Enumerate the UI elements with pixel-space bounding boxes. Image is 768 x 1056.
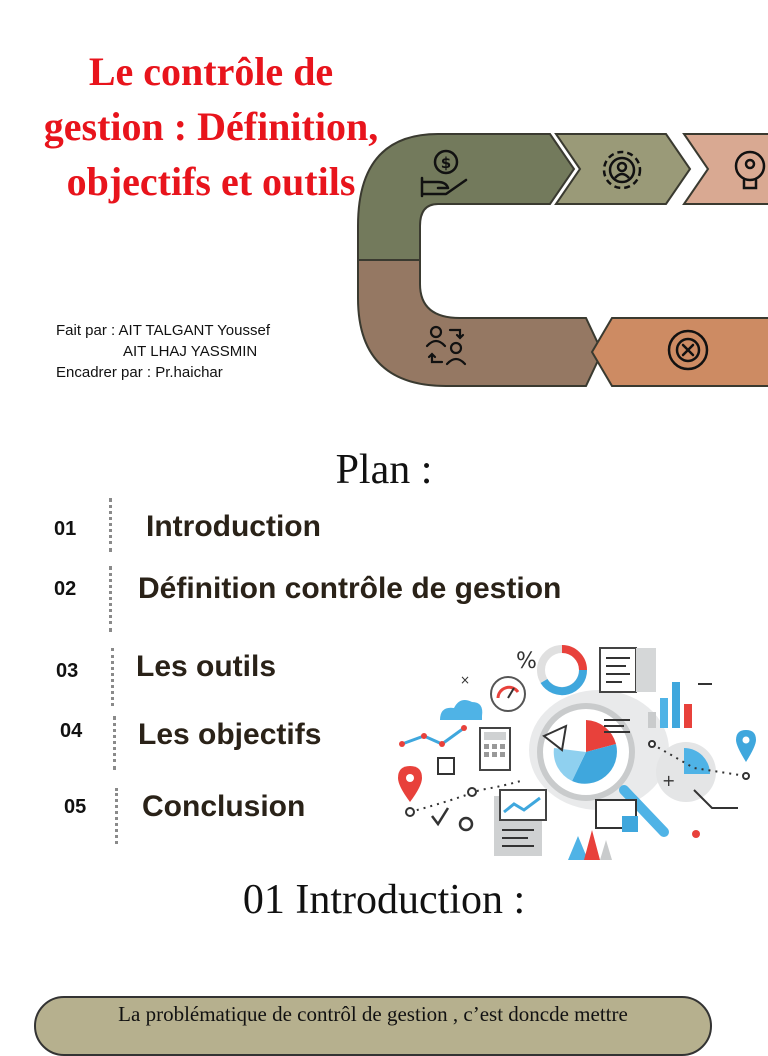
plan-item-3-label: Les outils <box>136 650 277 683</box>
cycle-segment-3 <box>684 134 768 204</box>
title-line-1: Le contrôle de <box>88 49 334 94</box>
authors-block <box>56 320 270 383</box>
plan-item-4-label: Les objectifs <box>138 718 322 751</box>
plan-item-5-divider <box>115 788 118 844</box>
introduction-title: 01 Introduction : <box>242 877 526 923</box>
red-dot <box>692 830 700 838</box>
plan-item-4-number: 04 <box>60 720 83 742</box>
donut-chart-icon <box>541 649 583 691</box>
plan-item-1-number: 01 <box>54 518 77 540</box>
introduction-text: La problématique de contrôl de gestion , c’est doncde mettre <box>118 1002 628 1026</box>
plan-title: Plan : <box>335 447 433 493</box>
title-line-3: objectifs et outils <box>66 159 356 204</box>
plan-item-5-label: Conclusion <box>142 790 306 823</box>
cycle-segment-4 <box>592 318 768 386</box>
plus-mark: + <box>662 771 676 790</box>
plan-item-5-number: 05 <box>64 796 87 818</box>
plan-item-2-divider <box>109 566 112 632</box>
gauge-icon <box>491 677 525 711</box>
author-line-1: Fait par : AIT TALGANT Youssef <box>56 322 270 339</box>
analytics-illustration <box>394 640 764 862</box>
svg-text:$: $ <box>440 154 452 172</box>
plan-item-3-divider <box>111 648 114 706</box>
cycle-segment-2 <box>556 134 690 204</box>
plan-item-1-label: Introduction <box>146 510 321 543</box>
location-pin-icon-left <box>398 766 422 802</box>
location-pin-icon-right <box>736 730 756 762</box>
plan-item-4-divider <box>113 716 116 770</box>
checkmark-icon <box>432 808 448 824</box>
process-cycle-diagram <box>350 128 768 390</box>
cloud-icon <box>440 700 482 720</box>
cycle-segment-5 <box>358 260 602 386</box>
line-chart-icon <box>399 725 467 747</box>
report-document-icon <box>494 790 546 856</box>
introduction-text-box <box>34 996 712 1056</box>
square-icon <box>438 758 454 774</box>
author-line-2: AIT LHAJ YASSMIN <box>123 343 258 360</box>
calculator-icon <box>480 728 510 770</box>
card-accent <box>622 816 638 832</box>
plan-item-2-label: Définition contrôle de gestion <box>138 572 562 605</box>
cross-mark: × <box>460 673 471 687</box>
plan-item-1-divider <box>109 498 112 552</box>
title-line-2: gestion : Définition, <box>43 104 379 149</box>
plan-item-3-number: 03 <box>56 660 79 682</box>
percent-icon: % <box>516 649 537 674</box>
cycle-segment-1 <box>358 134 574 260</box>
plan-item-2-number: 02 <box>54 578 77 600</box>
triangle-red <box>584 830 600 860</box>
supervisor-line: Encadrer par : Pr.haichar <box>56 364 223 381</box>
triangle-gray <box>600 840 612 860</box>
document-icon <box>600 648 656 692</box>
